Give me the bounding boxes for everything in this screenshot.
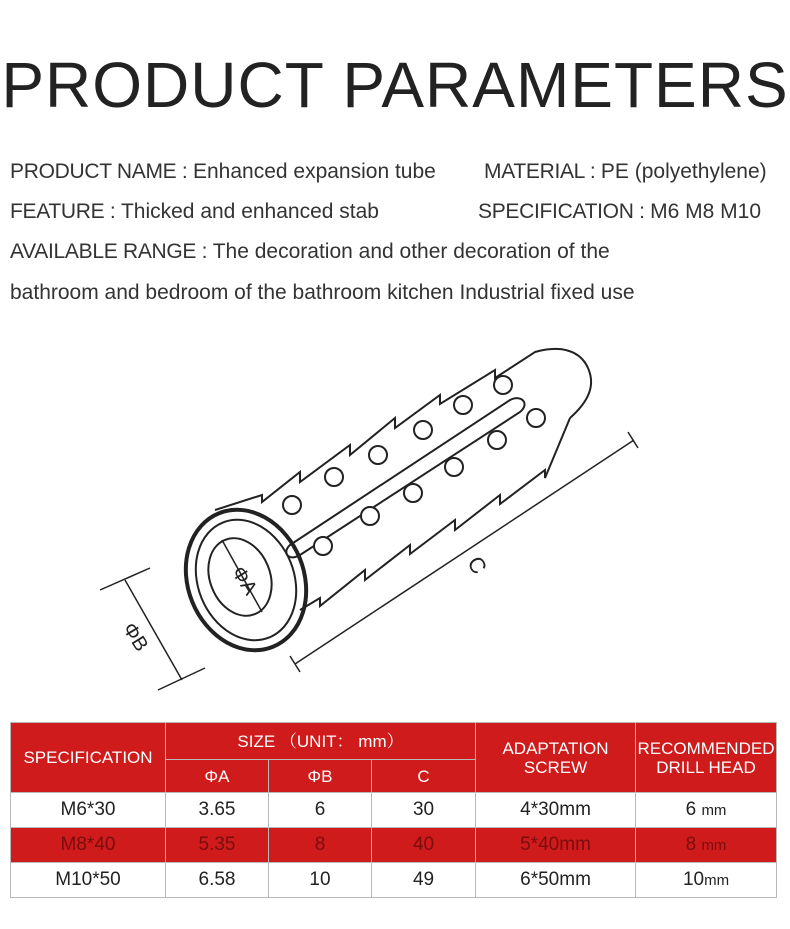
product-name-value: Enhanced expansion tube <box>192 160 436 183</box>
range-text-2: bathroom and bedroom of the bathroom kitchen Industrial fixed use <box>10 281 635 304</box>
cell-spec: M10*50 <box>11 863 166 898</box>
cell-screw: 6*50mm <box>476 863 636 898</box>
feature-label: FEATURE : <box>10 200 121 223</box>
header-size: SIZE （UNIT： mm） <box>166 723 476 760</box>
header-specification: SPECIFICATION <box>11 723 166 793</box>
subheader-c: C <box>372 760 476 793</box>
drill-value: 8 <box>685 834 697 855</box>
cell-c: 49 <box>372 863 476 898</box>
table-row <box>11 793 777 828</box>
expansion-tube-diagram <box>0 330 790 710</box>
cell-a: 6.58 <box>166 863 269 898</box>
cell-spec: M6*30 <box>11 793 166 828</box>
feature-value: Thicked and enhanced stab <box>120 200 379 223</box>
specification-value: M6 M8 M10 <box>650 200 762 223</box>
product-name-label: PRODUCT NAME : <box>10 160 193 183</box>
dim-c-line <box>295 440 634 664</box>
cell-spec: M8*40 <box>11 828 166 863</box>
cell-b: 10 <box>269 863 372 898</box>
cell-a: 3.65 <box>166 793 269 828</box>
header-drill-head: RECOMMENDED DRILL HEAD <box>636 723 777 793</box>
material-value: PE (polyethylene) <box>600 160 767 183</box>
cell-screw: 5*40mm <box>476 828 636 863</box>
spec-table <box>10 722 777 898</box>
dim-c-label: C <box>462 551 493 579</box>
specification-label: SPECIFICATION : <box>478 200 651 223</box>
table-row <box>11 828 777 863</box>
tube-lower-edge <box>300 418 570 610</box>
range-line-2 <box>10 281 635 305</box>
material-label: MATERIAL : <box>484 160 601 183</box>
tube-slot <box>286 398 524 557</box>
product-name-line <box>10 160 436 184</box>
drill-unit: mm <box>701 802 727 819</box>
cell-a: 5.35 <box>166 828 269 863</box>
cell-screw: 4*30mm <box>476 793 636 828</box>
table-row <box>11 863 777 898</box>
drill-unit: mm <box>701 837 727 854</box>
table-header-row <box>11 723 777 760</box>
page-title: PRODUCT PARAMETERS <box>1 49 789 121</box>
cell-b: 8 <box>269 828 372 863</box>
range-line-1 <box>10 240 610 264</box>
dim-a-label: ΦA <box>227 562 262 600</box>
range-text-1: The decoration and other decoration of the <box>212 240 610 263</box>
dim-b-label: ΦB <box>118 618 153 656</box>
range-label: AVAILABLE RANGE : <box>10 240 213 263</box>
cell-drill <box>636 793 777 828</box>
drill-value: 10 <box>682 869 705 890</box>
material-line <box>484 160 767 184</box>
subheader-b: ΦB <box>269 760 372 793</box>
cell-c: 30 <box>372 793 476 828</box>
tube-upper-edge <box>215 349 591 510</box>
cell-drill <box>636 863 777 898</box>
drill-unit: mm <box>704 872 730 889</box>
specification-line <box>478 200 761 224</box>
subheader-a: ΦA <box>166 760 269 793</box>
header-adaptation-screw: ADAPTATION SCREW <box>476 723 636 793</box>
drill-value: 6 <box>685 799 697 820</box>
cell-b: 6 <box>269 793 372 828</box>
feature-line <box>10 200 379 224</box>
cell-c: 40 <box>372 828 476 863</box>
cell-drill <box>636 828 777 863</box>
